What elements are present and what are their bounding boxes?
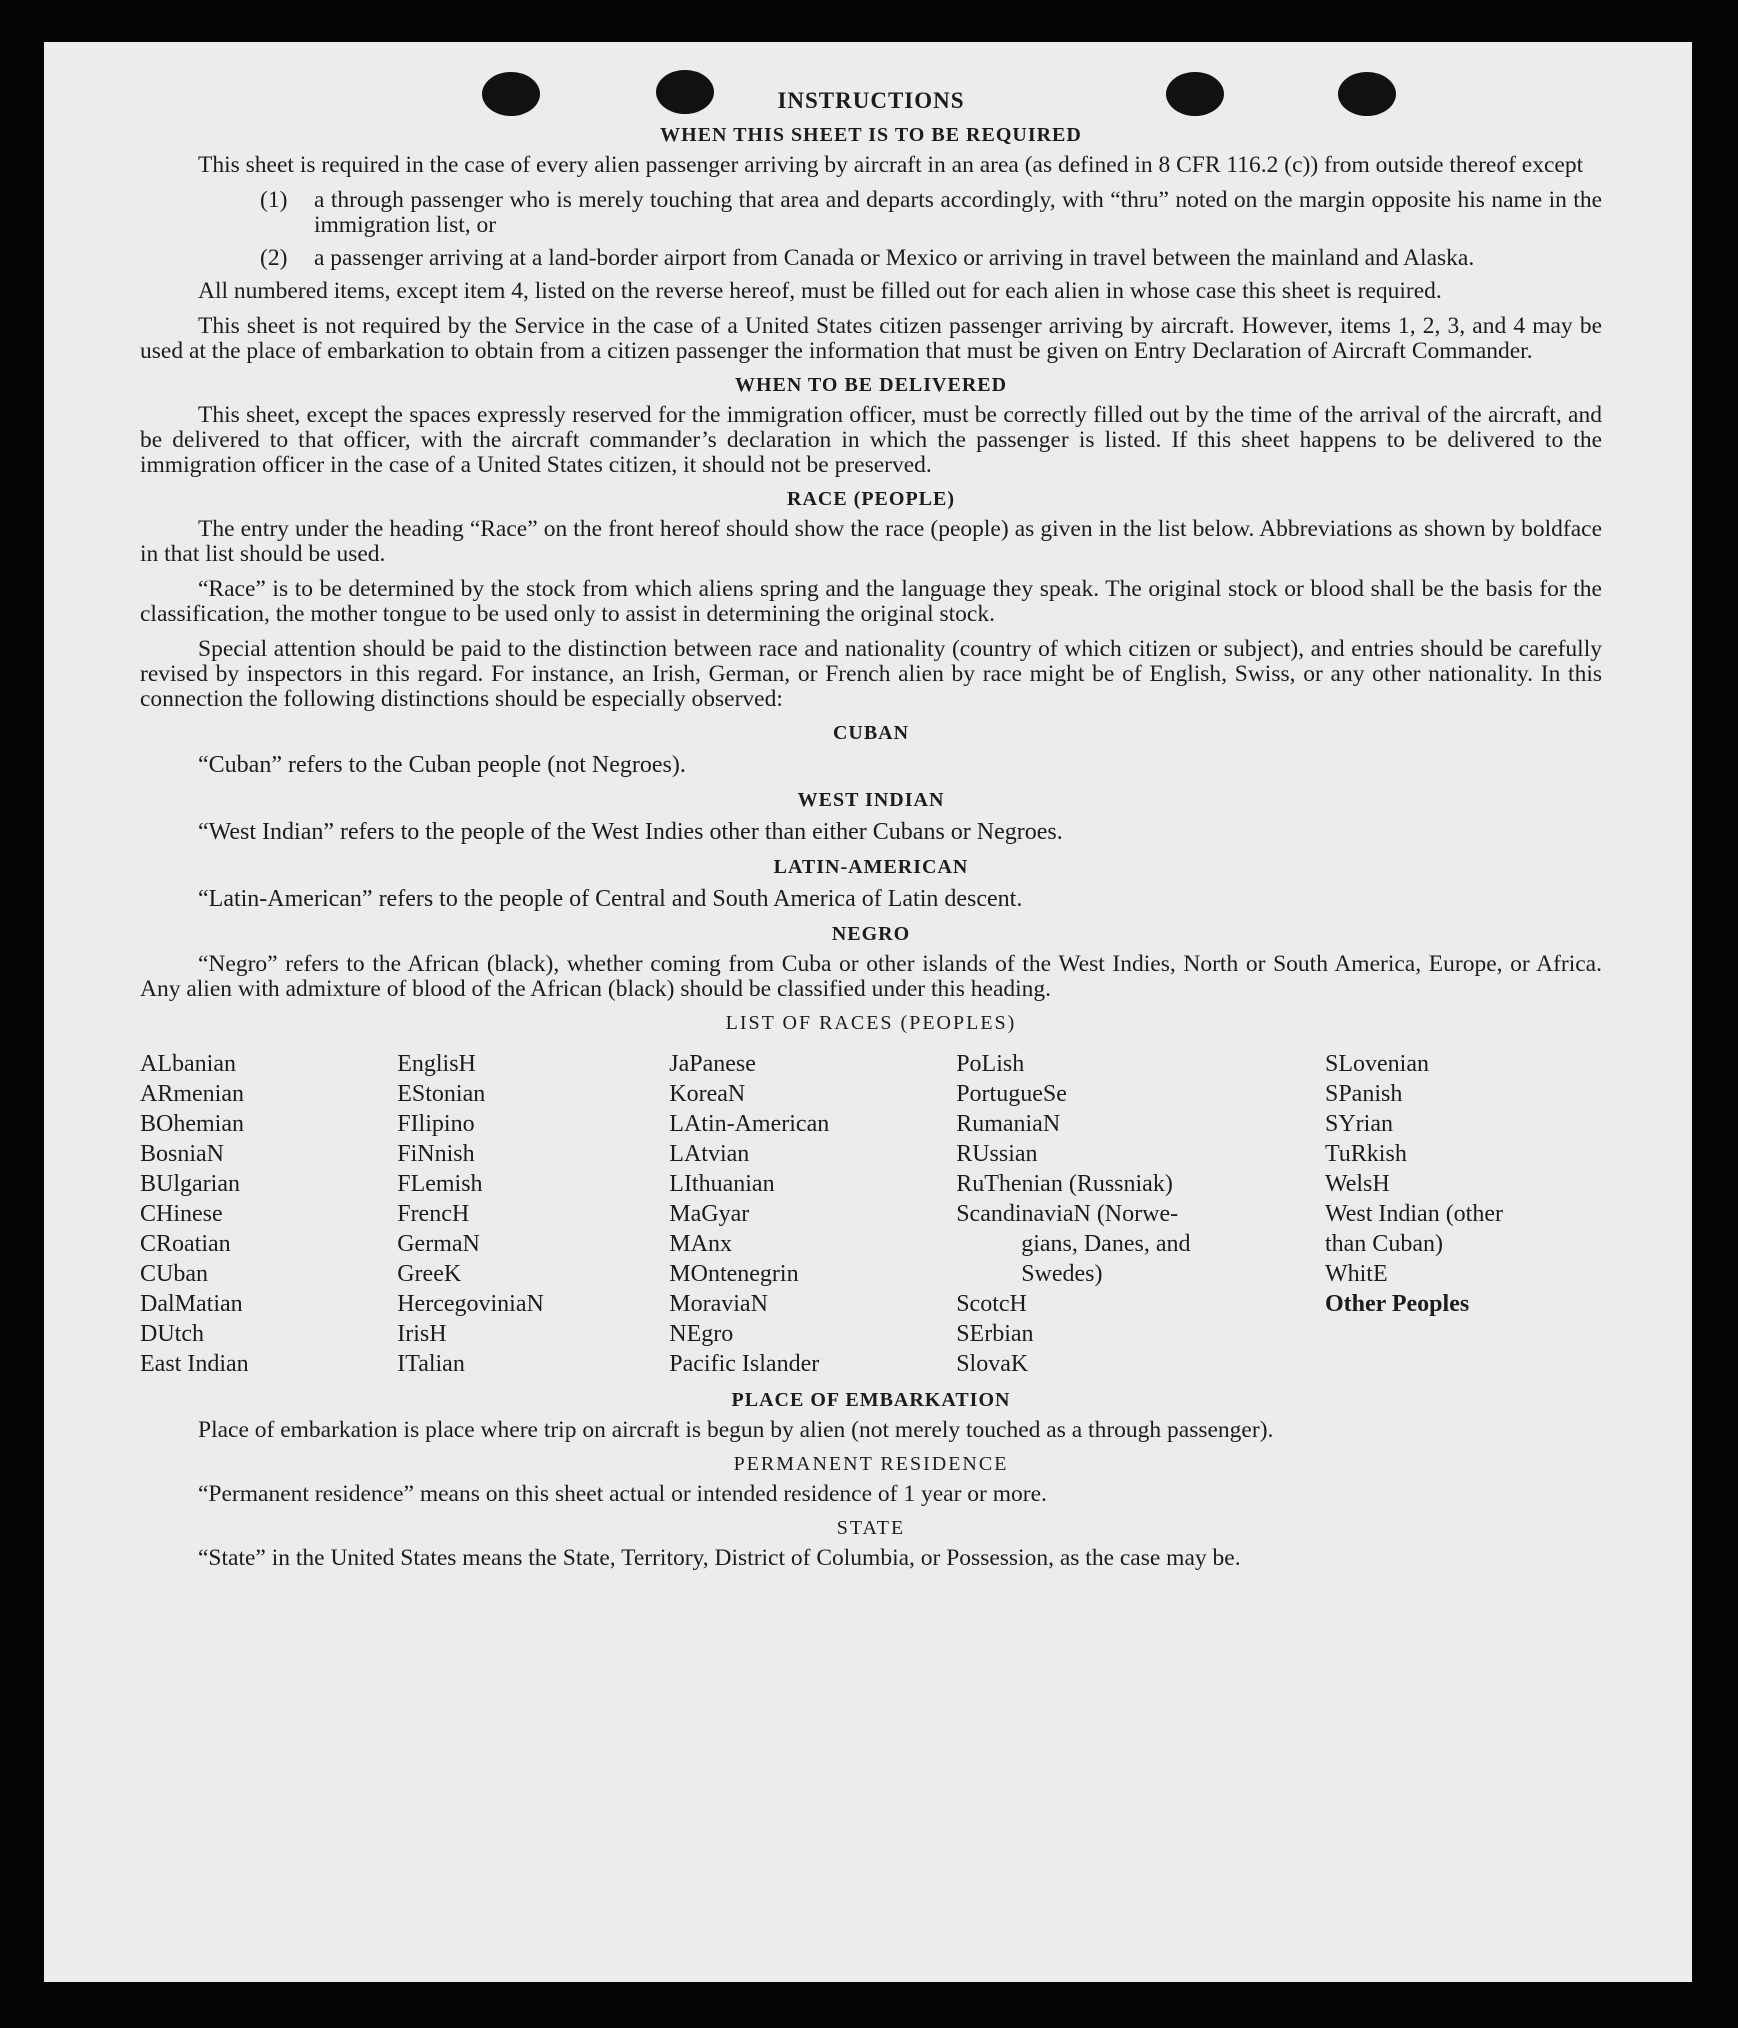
required-para-2: All numbered items, except item 4, listed on the reverse hereof, must be filled out for each alien in whose case this sheet is required.	[198, 278, 1442, 304]
race-entry: RuThenian (Russniak)	[956, 1171, 1173, 1197]
races-list	[140, 1049, 1602, 1379]
race-para-3: Special attention should be paid to the distinction between race and nationality (country of which citizen or subject), and entries should be carefully revised by inspectors in this regard. For instance, an Irish, German, or French alien by race might be of English, Swiss, or any other nationality. In this connection the following distinctions should be especially observed:	[140, 636, 1602, 712]
race-entry: SlovaK	[956, 1351, 1029, 1377]
race-entry-continued: than Cuban)	[1324, 1231, 1443, 1257]
race-entry: ARmenian	[140, 1081, 244, 1107]
race-entry: CUban	[140, 1261, 208, 1287]
race-entry: MAnx	[669, 1231, 732, 1257]
required-intro: This sheet is required in the case of every alien passenger arriving by aircraft in an area (as defined in 8 CFR 116.2 (c)) from outside thereof except	[198, 152, 1584, 178]
race-para-2: “Race” is to be determined by the stock from which aliens spring and the language they speak. The original stock or blood shall be the basis for the classification, the mother tongue to be used only to assist in determining the original stock.	[140, 576, 1602, 627]
race-entry-continued: gians, Danes, and	[1021, 1231, 1191, 1257]
race-entry: FiNnish	[397, 1141, 475, 1167]
cuban-definition: “Cuban” refers to the Cuban people (not Negroes).	[198, 752, 686, 778]
race-entry: PortugueSe	[956, 1081, 1067, 1107]
item-text: a through passenger who is merely touching that area and departs accordingly, with “thru” noted on the margin opposite his name in the immigration list, or	[314, 187, 1602, 238]
binder-hole	[656, 70, 714, 114]
race-entry: HercegoviniaN	[397, 1291, 544, 1317]
item-text: a passenger arriving at a land-border airport from Canada or Mexico or arriving in travel between the mainland and Alaska.	[314, 245, 1475, 271]
section-heading-cuban: CUBAN	[832, 722, 910, 744]
races-column-3	[669, 1049, 956, 1379]
section-heading-required: WHEN THIS SHEET IS TO BE REQUIRED	[660, 124, 1082, 146]
race-entry: GreeK	[397, 1261, 462, 1287]
race-entry: SPanish	[1324, 1081, 1403, 1107]
section-heading-race: RACE (PEOPLE)	[787, 488, 955, 510]
race-entry: MoraviaN	[669, 1291, 768, 1317]
race-entry: MOntenegrin	[669, 1261, 799, 1287]
state-text: “State” in the United States means the State, Territory, District of Columbia, or Possession, as the case may be.	[198, 1545, 1241, 1571]
race-entry: ScandinaviaN (Norwe-	[956, 1201, 1179, 1227]
race-entry: WhitE	[1324, 1261, 1388, 1287]
race-entry: PoLish	[956, 1051, 1025, 1077]
embarkation-text: Place of embarkation is place where trip on aircraft is begun by alien (not merely touched as a through passenger).	[198, 1417, 1274, 1443]
race-entry: EnglisH	[397, 1051, 476, 1077]
race-entry: ALbanian	[140, 1051, 236, 1077]
race-entry-continued: Swedes)	[1021, 1261, 1103, 1287]
race-entry: RumaniaN	[956, 1111, 1061, 1137]
item-number: (2)	[260, 245, 288, 271]
race-entry: CHinese	[140, 1201, 223, 1227]
race-entry: GermaN	[397, 1231, 480, 1257]
section-heading-west-indian: WEST INDIAN	[797, 789, 945, 811]
race-entry: BUlgarian	[140, 1171, 240, 1197]
section-heading-races-list: LIST OF RACES (PEOPLES)	[725, 1012, 1017, 1034]
race-entry: BosniaN	[140, 1141, 224, 1167]
latin-american-definition: “Latin-American” refers to the people of Central and South America of Latin descent.	[198, 886, 1023, 912]
race-entry: Pacific Islander	[669, 1351, 820, 1377]
race-entry: RUssian	[956, 1141, 1038, 1167]
race-entry: ScotcH	[956, 1291, 1027, 1317]
race-entry: FrencH	[397, 1201, 470, 1227]
race-entry: LAtvian	[669, 1141, 750, 1167]
race-entry: DUtch	[140, 1321, 204, 1347]
delivered-text: This sheet, except the spaces expressly reserved for the immigration officer, must be correctly filled out by the time of the arrival of the aircraft, and be delivered to that officer, with the aircraft commander’s declaration in which the passenger is listed. If this sheet happens to be delivered to the immigration officer in the case of a United States citizen, it should not be preserved.	[140, 402, 1602, 478]
race-entry: LAtin-American	[669, 1111, 830, 1137]
race-entry: TuRkish	[1324, 1141, 1407, 1167]
race-entry: ITalian	[397, 1351, 465, 1377]
race-entry: SYrian	[1324, 1111, 1393, 1137]
section-heading-residence: PERMANENT RESIDENCE	[733, 1453, 1009, 1475]
race-entry: SLovenian	[1324, 1051, 1429, 1077]
race-entry: FIlipino	[397, 1111, 475, 1137]
race-entry: CRoatian	[140, 1231, 231, 1257]
binder-hole	[1338, 72, 1396, 116]
exception-item	[260, 188, 1602, 238]
page-title: INSTRUCTIONS	[777, 88, 965, 113]
race-entry: MaGyar	[669, 1201, 750, 1227]
race-entry: IrisH	[397, 1321, 447, 1347]
races-column-1	[140, 1049, 397, 1379]
races-column-2	[397, 1049, 669, 1379]
instruction-sheet	[44, 42, 1692, 1982]
races-column-5	[1325, 1049, 1602, 1379]
race-entry: FLemish	[397, 1171, 483, 1197]
race-entry: KoreaN	[669, 1081, 746, 1107]
exception-item	[260, 246, 1602, 271]
west-indian-definition: “West Indian” refers to the people of the West Indies other than either Cubans or Negroes.	[198, 819, 1063, 845]
residence-text: “Permanent residence” means on this sheet actual or intended residence of 1 year or more.	[198, 1481, 1047, 1507]
race-entry: NEgro	[669, 1321, 734, 1347]
race-entry: JaPanese	[669, 1051, 756, 1077]
section-heading-embarkation: PLACE OF EMBARKATION	[731, 1389, 1011, 1411]
negro-definition: “Negro” refers to the African (black), whether coming from Cuba or other islands of the West Indies, North or South America, Europe, or Africa. Any alien with admixture of blood of the African (black) should be classified under this heading.	[140, 951, 1602, 1002]
section-heading-delivered: WHEN TO BE DELIVERED	[734, 374, 1008, 396]
section-heading-state: STATE	[836, 1517, 906, 1539]
race-entry: West Indian (other	[1324, 1201, 1503, 1227]
race-para-1: The entry under the heading “Race” on the front hereof should show the race (people) as given in the list below. Abbreviations as shown by boldface in that list should be used.	[140, 516, 1602, 567]
race-entry: BOhemian	[140, 1111, 244, 1137]
race-entry: SErbian	[956, 1321, 1034, 1347]
races-column-4	[956, 1049, 1253, 1379]
binder-hole	[1166, 72, 1224, 116]
binder-hole	[482, 72, 540, 116]
race-entry: EStonian	[397, 1081, 486, 1107]
race-entry: East Indian	[140, 1351, 249, 1377]
required-para-3: This sheet is not required by the Service in the case of a United States citizen passenger arriving by aircraft. However, items 1, 2, 3, and 4 may be used at the place of embarkation to obtain from a citizen passenger the information that must be given on Entry Declaration of Aircraft Commander.	[140, 313, 1602, 364]
item-number: (1)	[260, 187, 288, 213]
race-entry: WelsH	[1324, 1171, 1390, 1197]
race-entry: LIthuanian	[669, 1171, 775, 1197]
section-heading-latin-american: LATIN-AMERICAN	[773, 856, 969, 878]
race-entry: Other Peoples	[1324, 1291, 1470, 1317]
race-entry: DalMatian	[140, 1291, 243, 1317]
section-heading-negro: NEGRO	[831, 923, 911, 945]
